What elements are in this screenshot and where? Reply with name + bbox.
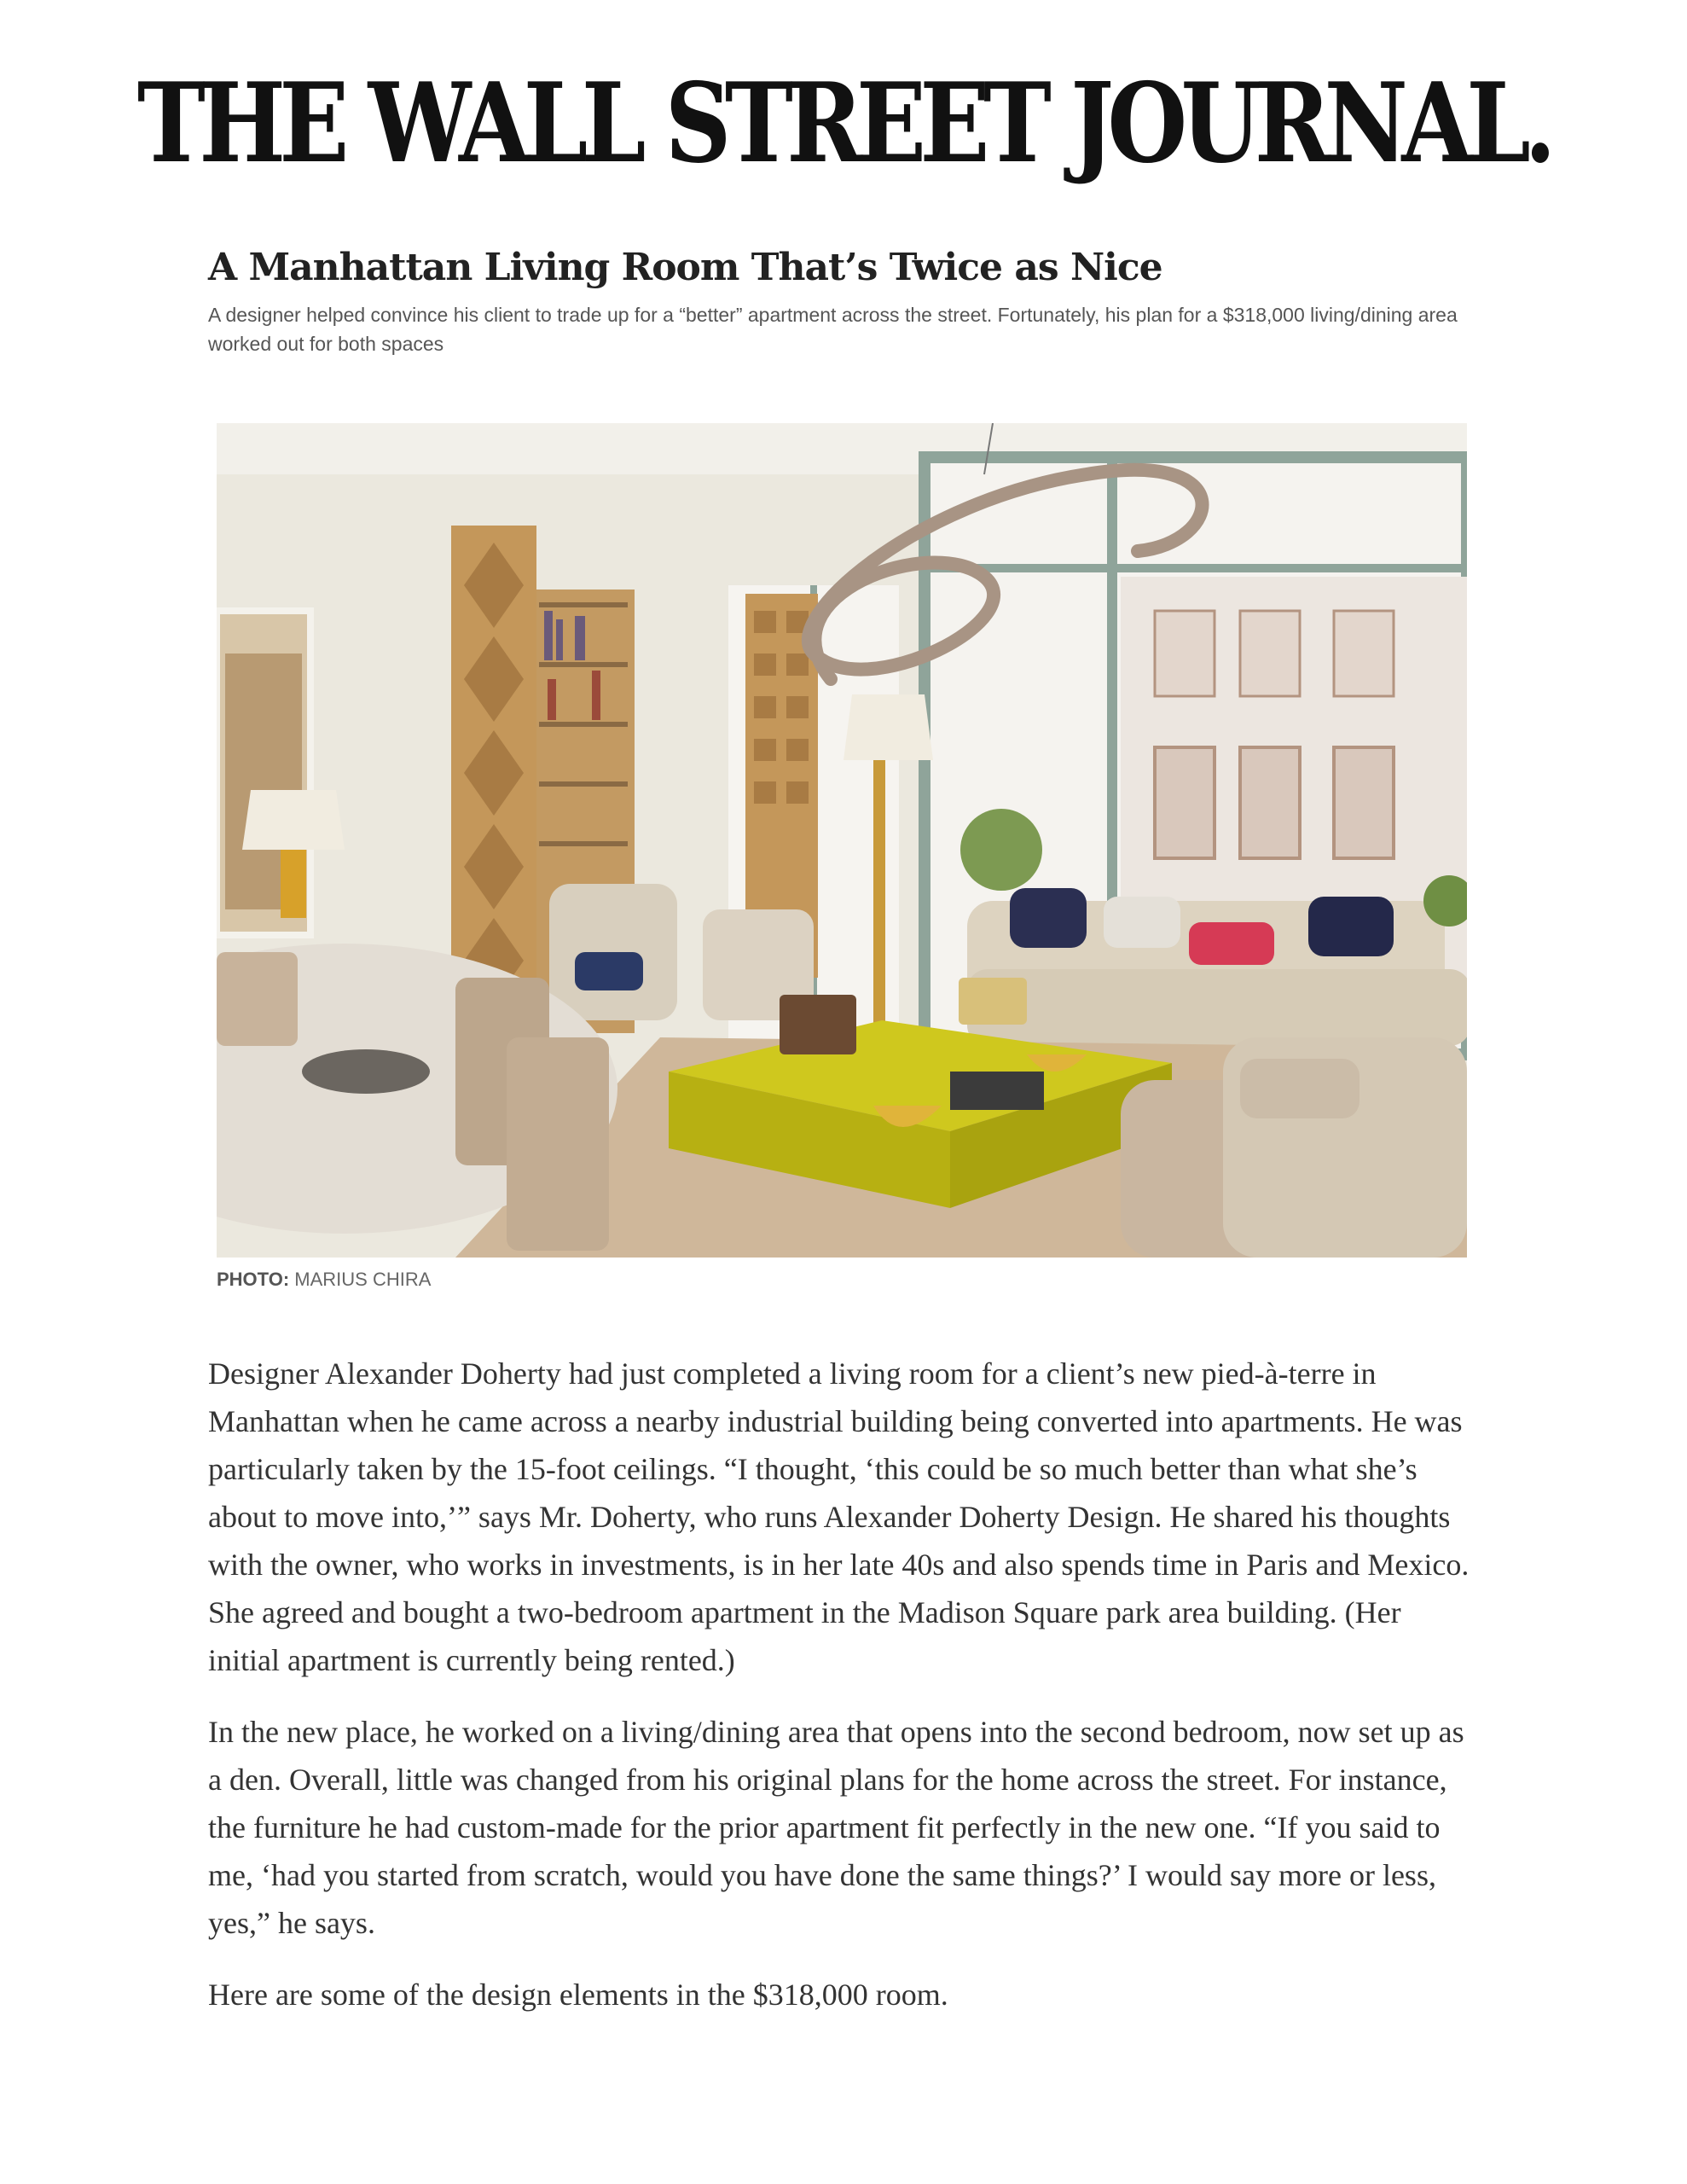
article-dek: A designer helped convince his client to trade up for a “better” apartment across the street. Fortunately, his plan for a $318,000 living/dining area worked out for both spaces <box>208 304 1458 355</box>
article-body <box>208 1350 1470 2042</box>
article-paragraph: In the new place, he worked on a living/dining area that opens into the second bedroom, now set up as a den. Overall, little was changed from his original plans for the home across the street. For instance, the furniture he had custom-made for the prior apartment fit perfectly in the new one. “If you said to me, ‘had you started from scratch, would you have done the same things?’ I would say more or less, yes,” he says. <box>208 1715 1464 1940</box>
photo-credit-name: MARIUS CHIRA <box>294 1269 432 1290</box>
masthead-logo[interactable]: THE WALL STREET JOURNAL. <box>136 60 1551 188</box>
photo-credit <box>217 1266 431 1293</box>
article-hero-photo <box>217 423 1467 1258</box>
article-headline: A Manhattan Living Room That’s Twice as Nice <box>208 246 1162 289</box>
article-paragraph: Designer Alexander Doherty had just completed a living room for a client’s new pied-à-terre in Manhattan when he came across a nearby industrial building being converted into apartments. He was particularly taken by the 15-foot ceilings. “I thought, ‘this could be so much better than what she’s about to move into,’” says Mr. Doherty, who runs Alexander Doherty Design. He shared his thoughts with the owner, who works in investments, is in her late 40s and also spends time in Paris and Mexico. She agreed and bought a two-bedroom apartment in the Madison Square park area building. (Her initial apartment is currently being rented.) <box>208 1356 1470 1677</box>
article-paragraph: Here are some of the design elements in the $318,000 room. <box>208 1978 948 2012</box>
photo-credit-label: PHOTO: <box>217 1269 290 1290</box>
